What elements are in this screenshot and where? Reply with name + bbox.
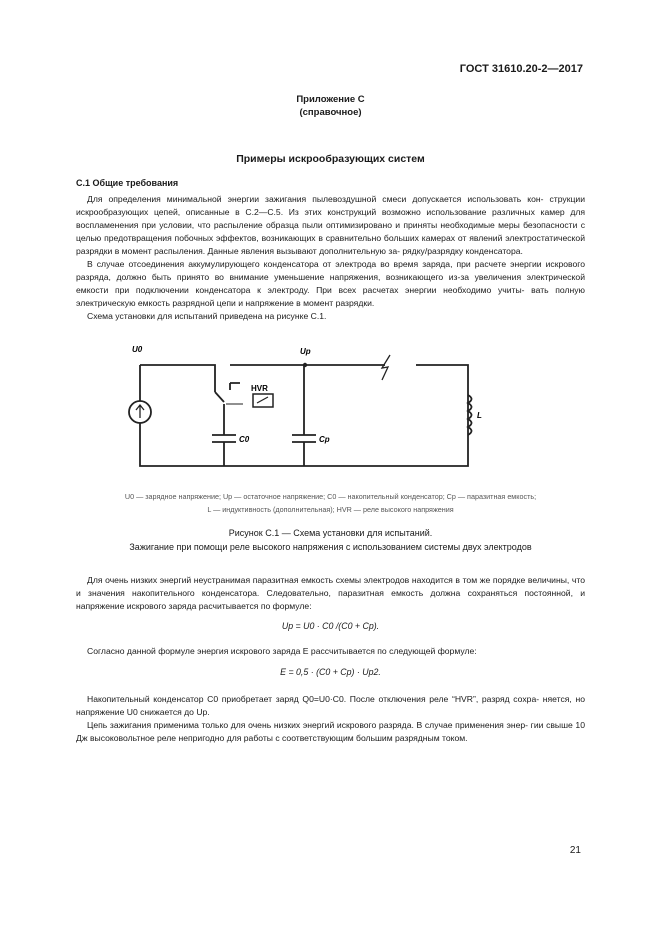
body-text-1 [76,193,585,323]
paragraph: Согласно данной формуле энергия искрового заряда E рассчитывается по следующей формуле: [87,646,477,656]
appendix-title: Приложение С [296,94,365,105]
formula-energy: E = 0,5 · (C0 + Cp) · Up2. [280,667,381,677]
paragraph: Цепь зажигания применима только для очень низких энергий искрового разряда. В случае применения энер- гии свыше 10 Дж высоковольтное реле непригодно для работы с соответствующим большим разрядным током. [76,720,585,743]
c0-label: C0 [239,435,250,444]
paragraph: Для очень низких энергий неустранимая паразитная емкость схемы электродов находится в том же порядке величины, что и значения накопительного конденсатора. Следовательно, паразитная емкость должна сохраняться постоянной, и напряжение искрового заряда расчитывается по формуле: [76,575,585,611]
subsection-title: С.1 Общие требования [76,178,179,188]
up-label: Up [300,347,311,356]
circuit-wire [140,365,215,392]
l-label: L [477,411,482,420]
document-number: ГОСТ 31610.20-2—2017 [459,63,583,75]
hvr-relay-box [253,394,273,407]
cp-label: Cp [319,435,330,444]
paragraph: В случае отсоединения аккумулирующего конденсатора от электрода во время заряда, при расчете энергии искрового разряда, должно быть принято во внимание уменьшение напряжения, возникающего из-за увеличения электрической емкости при подключении конденсатора к электроду. При всех расчетах энергии необходимо учиты- вать полную электрическую емкость разрядной цепи и напряжение в момент разрядки. [76,259,585,308]
page-number: 21 [569,845,581,856]
legend-line: L — индуктивность (дополнительная); HVR — реле высокого напряжения [207,505,454,514]
circuit-diagram [120,340,490,475]
paragraph: Накопительный конденсатор C0 приобретает заряд Q0=U0·C0. После отключения реле “HVR”, разряд сохра- няется, но напряжение U0 снижается до Up. [76,694,585,717]
appendix-heading [0,93,661,119]
body-text-2 [76,574,585,613]
caption-line: Зажигание при помощи реле высокого напряжения с использованием системы двух электродов [129,542,532,552]
body-text-4 [76,693,585,745]
figure-legend [0,490,661,516]
appendix-subtitle: (справочное) [299,107,362,118]
hvr-label: HVR [251,384,268,393]
section-title: Примеры искрообразующих систем [236,153,425,165]
relay-switch [215,392,224,402]
capacitor-c0 [212,435,236,442]
relay-contact [230,383,240,390]
caption-line: Рисунок С.1 — Схема установки для испытаний. [228,528,433,538]
paragraph: Схема установки для испытаний приведена на рисунке С.1. [87,311,327,321]
capacitor-cp [292,435,316,442]
figure-caption [0,526,661,554]
body-text-3 [76,645,585,658]
formula-up: Up = U0 · C0 /(C0 + Cp). [281,621,380,631]
paragraph: Для определения минимальной энергии зажигания пылевоздушной смеси допускается использовать кон- струкции искрообразующих цепей, описанные в С.2—С.5. Из этих конструкций возможно использование различных камер для воспламенения при условии, что распыление образца пыли оптимизировано и приняты необходимые меры безопасности с целью предотвращения побочных эффектов, возникающих в сравнительно больших камерах от явлений электростатической разрядки в момент распыления. Данные явления вызывают дополнительную за- рядку/разрядку конденсатора. [76,194,585,256]
u0-label: U0 [132,345,143,354]
node-dot [303,363,307,367]
spark-icon [382,355,390,380]
legend-line: U0 — зарядное напряжение; Up — остаточное напряжение; C0 — накопительный конденсатор; Cp — паразитная емкость; [124,492,537,501]
